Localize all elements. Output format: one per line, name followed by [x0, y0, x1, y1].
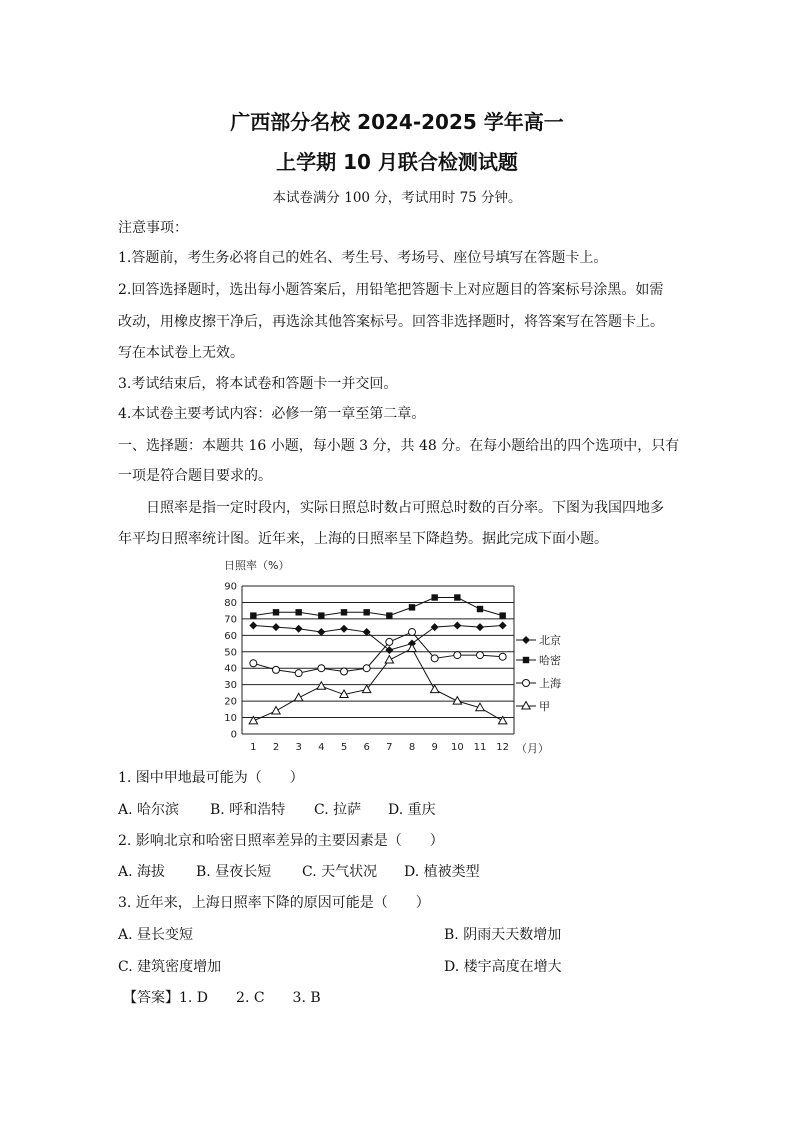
question-3-option-b[interactable]: B. 阴雨天天数增加: [444, 927, 562, 943]
notice-item-3: 3.考试结束后，将本试卷和答题卡一并交回。: [118, 376, 398, 392]
notice-item-2b: 改动，用橡皮擦干净后，再选涂其他答案标号。回答非选择题时，将答案写在答题卡上。: [118, 314, 664, 330]
chart-xlabel: （月）: [516, 742, 549, 755]
question-2-option-d[interactable]: D. 植被类型: [404, 864, 480, 880]
series-point: [250, 660, 257, 667]
legend-marker: [522, 636, 530, 644]
x-tick-label: 12: [496, 742, 510, 753]
answer-line: [123, 988, 321, 1008]
notice-item-2c: 写在本试卷上无效。: [118, 345, 244, 361]
exam-subtitle: 本试卷满分 100 分，考试用时 75 分钟。: [272, 190, 522, 206]
exam-title-line2: 上学期 10 月联合检测试题: [276, 150, 518, 174]
question-3-option-d[interactable]: D. 楼宇高度在增大: [444, 959, 562, 975]
series-point: [454, 594, 460, 600]
chart-ylabel: 日照率（%）: [224, 559, 290, 572]
x-tick-label: 11: [473, 742, 487, 753]
answer-label: 【答案】: [123, 990, 179, 1006]
series-point: [453, 697, 461, 705]
series-point: [499, 612, 505, 618]
question-3-stem: 3. 近年来，上海日照率下降的原因可能是（ ）: [118, 895, 430, 911]
y-tick-label: 90: [224, 581, 237, 593]
series-point: [430, 685, 438, 693]
question-2-option-b[interactable]: B. 昼夜长短: [196, 864, 272, 880]
series-point: [386, 612, 392, 618]
series-point: [341, 668, 348, 675]
series-point: [363, 665, 370, 672]
y-tick-label: 0: [230, 729, 237, 741]
y-tick-label: 30: [224, 680, 237, 692]
x-tick-label: 4: [318, 742, 325, 753]
series-point: [454, 652, 461, 659]
y-tick-label: 50: [224, 647, 237, 659]
series-line-2: [253, 632, 502, 673]
question-1-option-a[interactable]: A. 哈尔滨: [118, 802, 180, 818]
notice-item-1: 1.答题前，考生务必将自己的姓名、考生号、考场号、座位号填写在答题卡上。: [118, 250, 608, 266]
question-1-option-c[interactable]: C. 拉萨: [314, 802, 362, 818]
y-tick-label: 80: [224, 597, 237, 609]
series-point: [431, 655, 438, 662]
section-heading-line2: 一项是符合题目要求的。: [118, 468, 272, 484]
series-point: [341, 609, 347, 615]
series-point: [477, 652, 484, 659]
series-line-1: [253, 598, 502, 616]
series-point: [250, 612, 256, 618]
series-point: [499, 653, 506, 660]
x-tick-label: 6: [363, 742, 370, 753]
legend-label: 哈密: [539, 654, 561, 667]
series-point: [340, 625, 348, 633]
answer-text: 1. D 2. C 3. B: [179, 990, 321, 1006]
series-point: [272, 623, 280, 631]
series-point: [409, 604, 415, 610]
question-2-option-a[interactable]: A. 海拔: [118, 864, 166, 880]
series-point: [385, 656, 393, 664]
question-2-stem: 2. 影响北京和哈密日照率差异的主要因素是（ ）: [118, 833, 444, 849]
sunshine-rate-chart: [210, 556, 580, 756]
notice-heading: 注意事项：: [118, 220, 188, 236]
series-point: [499, 621, 507, 629]
series-point: [386, 638, 393, 645]
x-tick-label: 9: [431, 742, 438, 753]
series-point: [295, 625, 303, 633]
series-line-0: [253, 625, 502, 650]
question-1-option-d[interactable]: D. 重庆: [388, 802, 436, 818]
series-point: [273, 609, 279, 615]
series-point: [294, 693, 302, 701]
legend-label: 北京: [539, 634, 561, 647]
series-point: [318, 665, 325, 672]
series-point: [317, 682, 325, 690]
series-point: [295, 670, 302, 677]
exam-title-line1: 广西部分名校 2024-2025 学年高一: [230, 110, 564, 134]
series-point: [272, 706, 280, 714]
series-point: [273, 666, 280, 673]
x-tick-label: 8: [408, 742, 416, 753]
series-point: [318, 612, 324, 618]
y-tick-label: 10: [224, 713, 237, 725]
legend-marker: [522, 702, 530, 710]
series-point: [477, 606, 483, 612]
legend-label: 上海: [539, 677, 561, 690]
y-tick-label: 40: [224, 663, 237, 675]
notice-item-4: 4.本试卷主要考试内容：必修一第一章至第二章。: [118, 406, 426, 422]
series-point: [363, 609, 369, 615]
x-tick-label: 1: [250, 742, 257, 753]
y-tick-label: 70: [224, 614, 237, 626]
series-point: [476, 623, 484, 631]
question-3-option-a[interactable]: A. 昼长变短: [118, 927, 194, 943]
x-tick-label: 7: [386, 742, 393, 753]
x-tick-label: 10: [450, 742, 464, 753]
legend-marker: [523, 657, 529, 663]
series-point: [431, 594, 437, 600]
passage-line2: 年平均日照率统计图。近年来，上海的日照率呈下降趋势。据此完成下面小题。: [118, 531, 608, 547]
series-point: [409, 629, 416, 636]
question-1-option-b[interactable]: B. 呼和浩特: [210, 802, 286, 818]
x-tick-label: 5: [340, 742, 348, 753]
y-tick-label: 20: [224, 696, 237, 708]
series-point: [295, 609, 301, 615]
series-point: [408, 644, 416, 652]
legend-label: 甲: [539, 700, 550, 713]
section-heading-line1: 一、选择题：本题共 16 小题，每小题 3 分，共 48 分。在每小题给出的四个选项中，只有: [118, 438, 680, 454]
x-tick-label: 2: [272, 742, 280, 753]
x-tick-label: 3: [295, 742, 302, 753]
question-3-option-c[interactable]: C. 建筑密度增加: [118, 959, 222, 975]
legend-marker: [523, 680, 530, 687]
notice-item-2a: 2.回答选择题时，选出每小题答案后，用铅笔把答题卡上对应题目的答案标号涂黑。如需: [118, 282, 664, 298]
y-tick-label: 60: [224, 630, 237, 642]
series-point: [431, 623, 439, 631]
question-1-stem: 1. 图中甲地最可能为（ ）: [118, 770, 304, 786]
passage-line1: 日照率是指一定时段内，实际日照总时数占可照总时数的百分率。下图为我国四地多: [146, 500, 664, 516]
question-2-option-c[interactable]: C. 天气状况: [302, 864, 378, 880]
series-point: [249, 621, 257, 629]
series-point: [453, 621, 461, 629]
